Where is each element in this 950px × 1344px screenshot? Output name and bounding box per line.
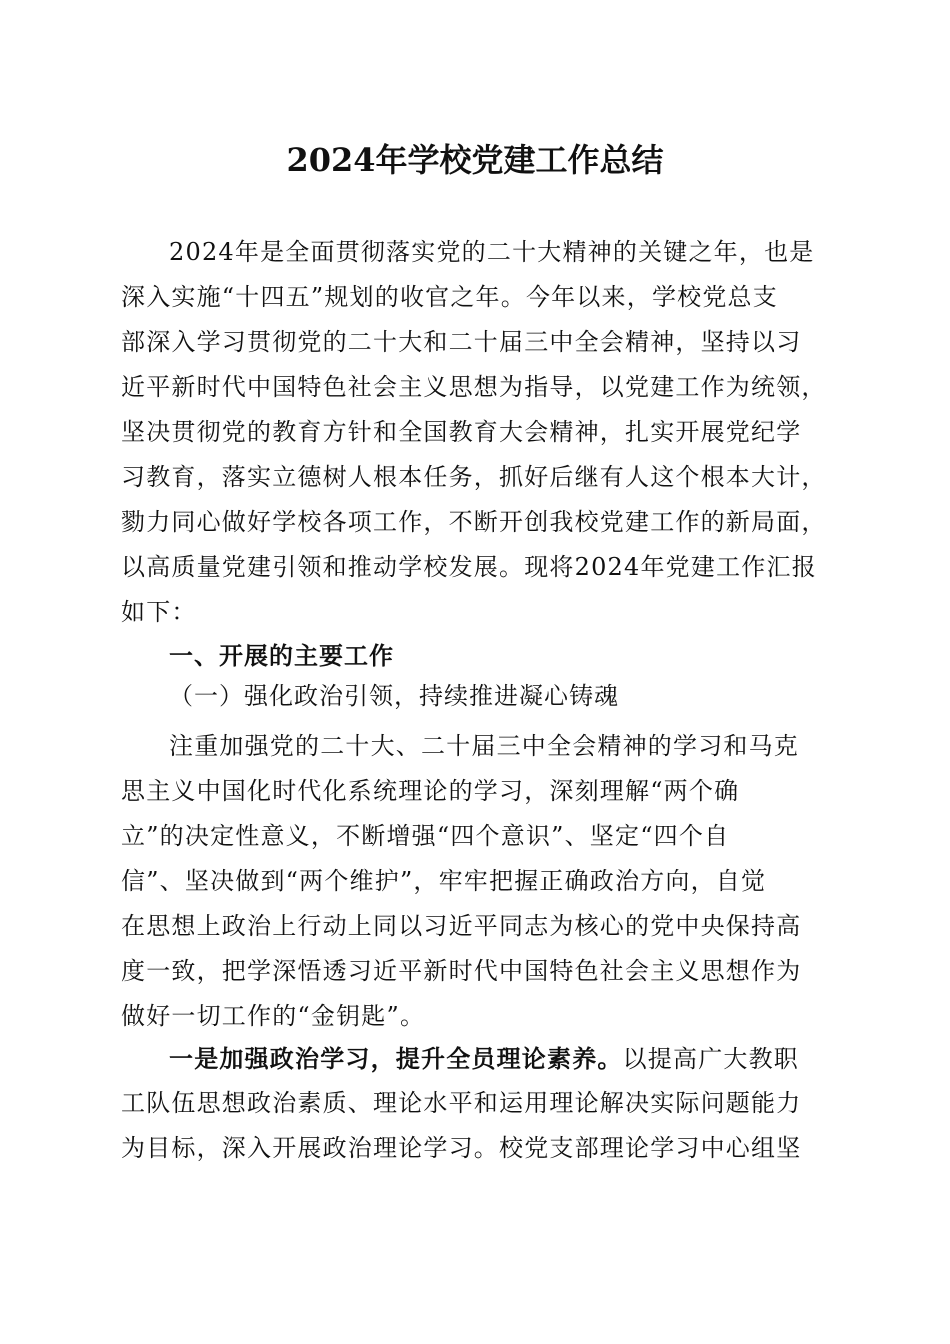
paragraph-line: 近平新时代中国特色社会主义思想为指导，以党建工作为统领， [121,373,827,401]
paragraph-line: 深入实施“十四五”规划的收官之年。今年以来，学校党总支 [121,283,778,311]
paragraph-line: 做好一切工作的“金钥匙”。 [121,1002,426,1030]
section1-paragraph [121,724,831,1039]
paragraph-line: 为目标，深入开展政治理论学习。校党支部理论学习中心组坚 [121,1134,802,1162]
paragraph-line: 信”、坚决做到“两个维护”，牢牢把握正确政治方向，自觉 [121,867,767,895]
paragraph-line: 注重加强党的二十大、二十届三中全会精神的学习和马克 [169,732,799,760]
point-lead: 一是加强政治学习，提升全员理论素养。 [169,1044,623,1073]
point1-paragraph [121,1036,831,1171]
paragraph-line: 如下： [121,598,197,626]
subsection-heading: （一）强化政治引领，持续推进凝心铸魂 [169,682,619,710]
paragraph-line: 2024年是全面贯彻落实党的二十大精神的关键之年，也是 [169,238,815,266]
intro-paragraph [121,230,831,635]
paragraph-line: 思主义中国化时代化系统理论的学习，深刻理解“两个确 [121,777,740,805]
paragraph-line: 立”的决定性意义，不断增强“四个意识”、坚定“四个自 [121,822,730,850]
paragraph-line: 习教育，落实立德树人根本任务，抓好后继有人这个根本大计， [121,463,827,491]
section-heading: 一、开展的主要工作 [169,642,394,670]
paragraph-line: 勠力同心做好学校各项工作，不断开创我校党建工作的新局面， [121,508,827,536]
paragraph-line: 度一致，把学深悟透习近平新时代中国特色社会主义思想作为 [121,957,802,985]
paragraph-line: 在思想上政治上行动上同以习近平同志为核心的党中央保持高 [121,912,802,940]
paragraph-line: 工队伍思想政治素质、理论水平和运用理论解决实际问题能力 [121,1089,802,1117]
paragraph-line: 以高质量党建引领和推动学校发展。现将2024年党建工作汇报 [121,553,817,581]
paragraph-line [121,1036,831,1081]
paragraph-line: 部深入学习贯彻党的二十大和二十届三中全会精神，坚持以习 [121,328,802,356]
point-text: 以提高广大教职 [622,1045,800,1073]
document-title: 2024年学校党建工作总结 [286,141,664,179]
paragraph-line: 坚决贯彻党的教育方针和全国教育大会精神，扎实开展党纪学 [121,418,802,446]
